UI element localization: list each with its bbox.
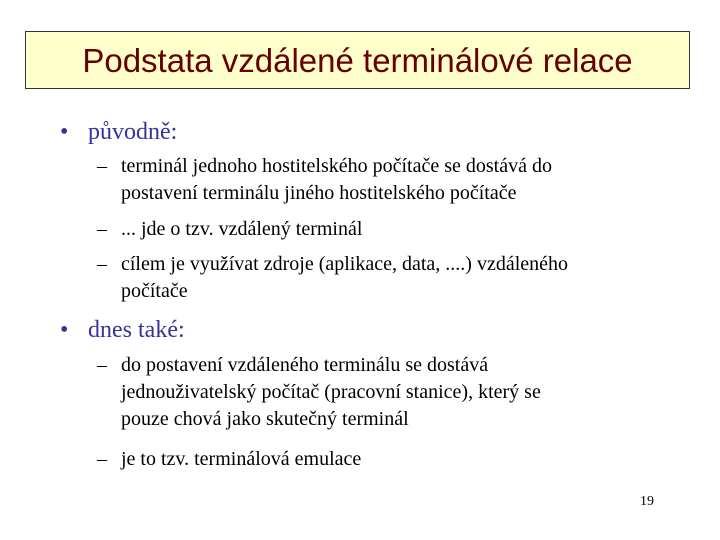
bullet-dot-icon: • bbox=[60, 119, 69, 145]
dash-icon: – bbox=[97, 253, 107, 275]
sub-bullet-text bbox=[121, 251, 681, 305]
sub-bullet-line: jednouživatelský počítač (pracovní stanice), který se bbox=[121, 381, 541, 403]
slide-title: Podstata vzdálené terminálové relace bbox=[82, 42, 633, 79]
sub-bullet-line: cílem je využívat zdroje (aplikace, data, ....) vzdáleného bbox=[121, 253, 569, 275]
sub-bullet-line: je to tzv. terminálová emulace bbox=[121, 448, 362, 470]
dash-icon: – bbox=[97, 218, 107, 240]
sub-bullet-text bbox=[121, 216, 681, 243]
sub-bullet-line: do postavení vzdáleného terminálu se dostává bbox=[121, 354, 489, 376]
dash-icon: – bbox=[97, 155, 107, 177]
sub-bullet-line: terminál jednoho hostitelského počítače se dostává do bbox=[121, 155, 552, 177]
page-number: 19 bbox=[640, 494, 654, 509]
sub-bullet-line: pouze chová jako skutečný terminál bbox=[121, 408, 409, 430]
dash-icon: – bbox=[97, 354, 107, 376]
sub-bullet-line: počítače bbox=[121, 280, 188, 302]
sub-bullet-line: postavení terminálu jiného hostitelského počítače bbox=[121, 182, 517, 204]
bullet-label: dnes také: bbox=[88, 317, 185, 343]
bullet-dot-icon: • bbox=[60, 317, 69, 343]
sub-bullet-line: ... jde o tzv. vzdálený terminál bbox=[121, 218, 363, 240]
sub-bullet-text bbox=[121, 153, 681, 207]
sub-bullet-text bbox=[121, 446, 681, 473]
dash-icon: – bbox=[97, 448, 107, 470]
sub-bullet-text bbox=[121, 352, 681, 433]
bullet-label: původně: bbox=[88, 119, 178, 145]
